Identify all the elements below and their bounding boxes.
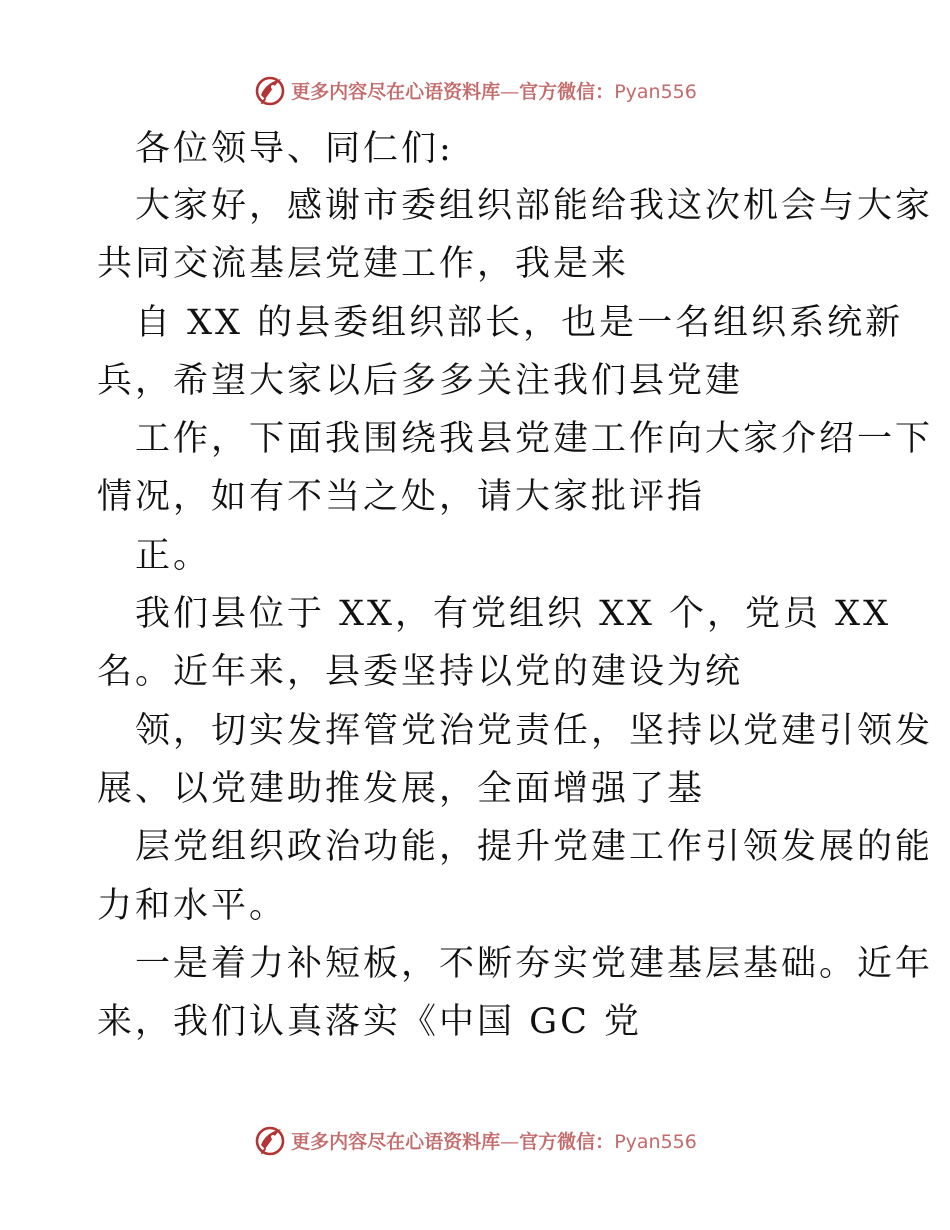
brand-logo-icon xyxy=(253,1123,287,1157)
body-line: 来，我们认真落实《中国 GC 党 xyxy=(97,1002,642,1042)
body-line: 情况，如有不当之处，请大家批评指 xyxy=(97,477,706,517)
footer-banner xyxy=(0,1120,950,1160)
header-contact-label: 官方微信： xyxy=(519,80,615,103)
footer-banner-text xyxy=(291,1127,697,1154)
body-line: 兵，希望大家以后多多关注我们县党建 xyxy=(97,361,744,401)
body-line: 大家好，感谢市委组织部能给我这次机会与大家 xyxy=(135,186,934,226)
body-line: 各位领导、同仁们: xyxy=(135,129,454,169)
footer-dash: — xyxy=(500,1130,520,1153)
header-library-text: 更多内容尽在心语资料库 xyxy=(291,80,501,103)
body-line: 力和水平。 xyxy=(97,886,288,926)
body-line: 一是着力补短板，不断夯实党建基层基础。近年 xyxy=(135,944,934,984)
header-dash: — xyxy=(500,80,520,103)
brand-logo-icon xyxy=(253,73,287,107)
footer-contact-label: 官方微信： xyxy=(519,1130,615,1153)
body-line: 层党组织政治功能，提升党建工作引领发展的能 xyxy=(135,827,934,867)
body-line: 我们县位于 XX，有党组织 XX 个，党员 XX xyxy=(135,594,892,634)
header-banner xyxy=(0,70,950,110)
body-line: 共同交流基层党建工作，我是来 xyxy=(97,244,630,284)
body-line: 自 XX 的县委组织部长，也是一名组织系统新 xyxy=(135,303,904,343)
header-handle: Pyan556 xyxy=(614,80,697,103)
body-line: 名。近年来，县委坚持以党的建设为统 xyxy=(97,652,744,692)
body-line: 展、以党建助推发展，全面增强了基 xyxy=(97,769,706,809)
footer-banner-inner xyxy=(253,1123,697,1157)
footer-library-text: 更多内容尽在心语资料库 xyxy=(291,1130,501,1153)
body-line: 工作，下面我围绕我县党建工作向大家介绍一下 xyxy=(135,419,934,459)
body-line: 正。 xyxy=(135,536,212,576)
header-banner-inner xyxy=(253,73,697,107)
footer-handle: Pyan556 xyxy=(614,1130,697,1153)
body-line: 领，切实发挥管党治党责任，坚持以党建引领发 xyxy=(135,711,934,751)
header-banner-text xyxy=(291,77,697,104)
